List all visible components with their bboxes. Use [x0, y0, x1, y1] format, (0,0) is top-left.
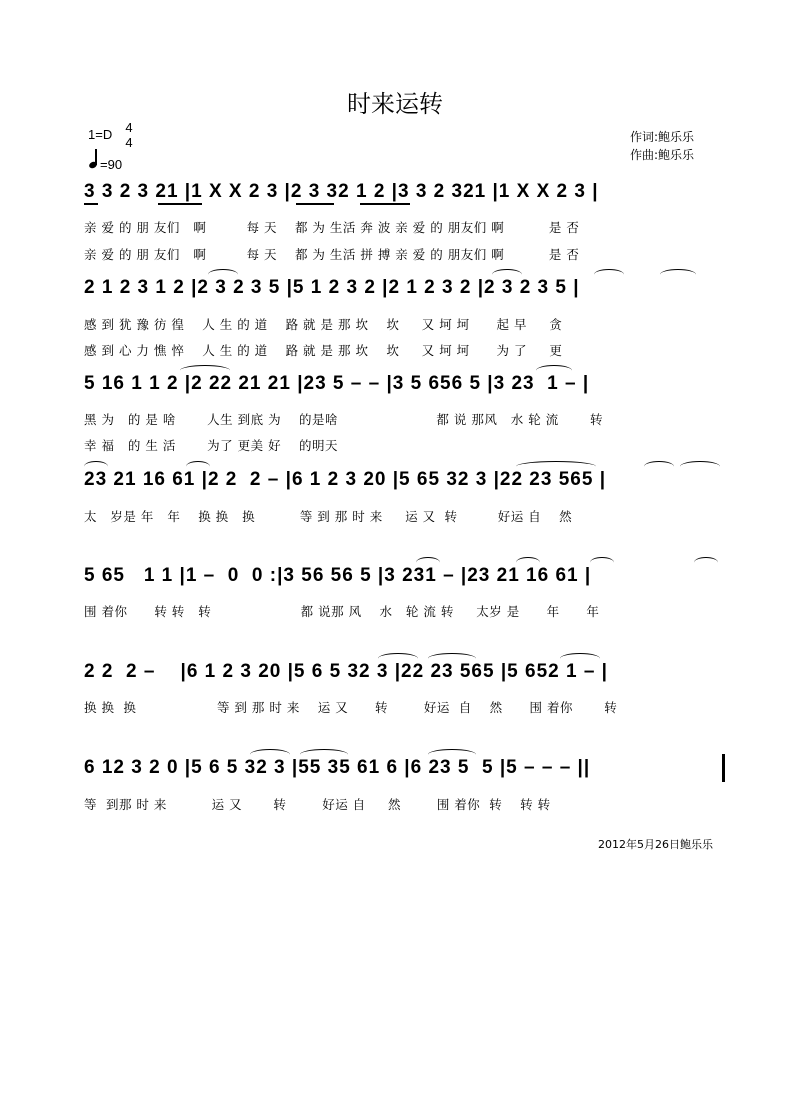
lyric-row-2-verse-2: 感 到 心 力 憔 悴 人 生 的 道 路 就 是 那 坎 坎 又 坷 坷 为 了 更 [84, 343, 563, 358]
slur-mark [536, 365, 572, 376]
lyric-row-2-verse-1: 感 到 犹 豫 彷 徨 人 生 的 道 路 就 是 那 坎 坎 又 坷 坷 起 早 贪 [84, 317, 563, 332]
slur-mark [516, 557, 540, 568]
slur-mark [208, 269, 238, 280]
notation-row-6: 2 2 2 – |6 1 2 3 20 |5 6 5 32 3 |22 23 565 |5 652 1 – | [84, 661, 608, 682]
slur-mark [250, 749, 290, 760]
composer-credit: 作曲:鲍乐乐 [630, 148, 695, 162]
notation-row-7: 6 12 3 2 0 |5 6 5 32 3 |55 35 61 6 |6 23 5 5 |5 – – – || [84, 757, 591, 778]
slur-mark [590, 557, 614, 568]
slur-mark [428, 653, 476, 664]
slur-mark [594, 269, 624, 280]
time-signature-bottom: 4 [125, 135, 133, 150]
slur-mark [680, 461, 720, 472]
slur-mark [660, 269, 696, 280]
lyricist-credit: 作词:鲍乐乐 [630, 130, 695, 144]
notation-row-3: 5 16 1 1 2 |2 22 21 21 |23 5 – – |3 5 656 5 |3 23 1 – | [84, 373, 590, 394]
slur-mark [428, 749, 476, 760]
lyric-row-1-verse-1: 亲 爱 的 朋 友们 啊 每 天 都 为 生活 奔 波 亲 爱 的 朋友们 啊 是 否 [84, 220, 580, 235]
time-signature-top: 4 [125, 120, 133, 135]
slur-mark [84, 461, 108, 472]
lyric-row-3-verse-2: 幸 福 的 生 活 为了 更美 好 的明天 [84, 438, 338, 453]
lyric-row-4: 太 岁是 年 年 换 换 换 等 到 那 时 来 运 又 转 好运 自 然 [84, 509, 573, 524]
note-head [88, 161, 98, 170]
notation-row-5: 5 65 1 1 |1 – 0 0 :|3 56 56 5 |3 231 – |23 21 16 61 | [84, 565, 592, 586]
key-signature: 1=D [88, 127, 113, 142]
slur-mark [416, 557, 440, 568]
slur-mark [378, 653, 418, 664]
tempo-value: =90 [100, 157, 123, 172]
beam-line [296, 203, 334, 205]
song-title: 时来运转 [347, 90, 443, 118]
beam-line [84, 203, 98, 205]
slur-mark [644, 461, 674, 472]
slur-mark [694, 557, 718, 568]
lyric-row-1-verse-2: 亲 爱 的 朋 友们 啊 每 天 都 为 生活 拼 搏 亲 爱 的 朋友们 啊 是 否 [84, 247, 580, 262]
lyric-row-7: 等 到那 时 来 运 又 转 好运 自 然 围 着你 转 转 转 [84, 797, 551, 812]
notation-row-1: 3 3 2 3 21 |1 X X 2 3 |2 3 32 1 2 |3 3 2 321 |1 X X 2 3 | [84, 181, 599, 202]
notation-row-4: 23 21 16 61 |2 2 2 – |6 1 2 3 20 |5 65 32 3 |22 23 565 | [84, 469, 607, 490]
lyric-row-6: 换 换 换 等 到 那 时 来 运 又 转 好运 自 然 围 着你 转 [84, 700, 618, 715]
beam-line [360, 203, 410, 205]
lyric-row-3-verse-1: 黑 为 的 是 啥 人生 到底 为 的是啥 都 说 那风 水 轮 流 转 [84, 412, 604, 427]
final-barline [722, 754, 725, 782]
footer-signature-date: 2012年5月26日鲍乐乐 [598, 838, 713, 851]
notation-row-2: 2 1 2 3 1 2 |2 3 2 3 5 |5 1 2 3 2 |2 1 2 3 2 |2 3 2 3 5 | [84, 277, 580, 298]
slur-mark [516, 461, 596, 472]
slur-mark [300, 749, 348, 760]
lyric-row-5: 围 着你 转 转 转 都 说那 风 水 轮 流 转 太岁 是 年 年 [84, 604, 600, 619]
beam-line [158, 203, 202, 205]
slur-mark [492, 269, 522, 280]
slur-mark [180, 365, 230, 376]
slur-mark [186, 461, 210, 472]
time-signature [122, 120, 136, 150]
slur-mark [560, 653, 600, 664]
